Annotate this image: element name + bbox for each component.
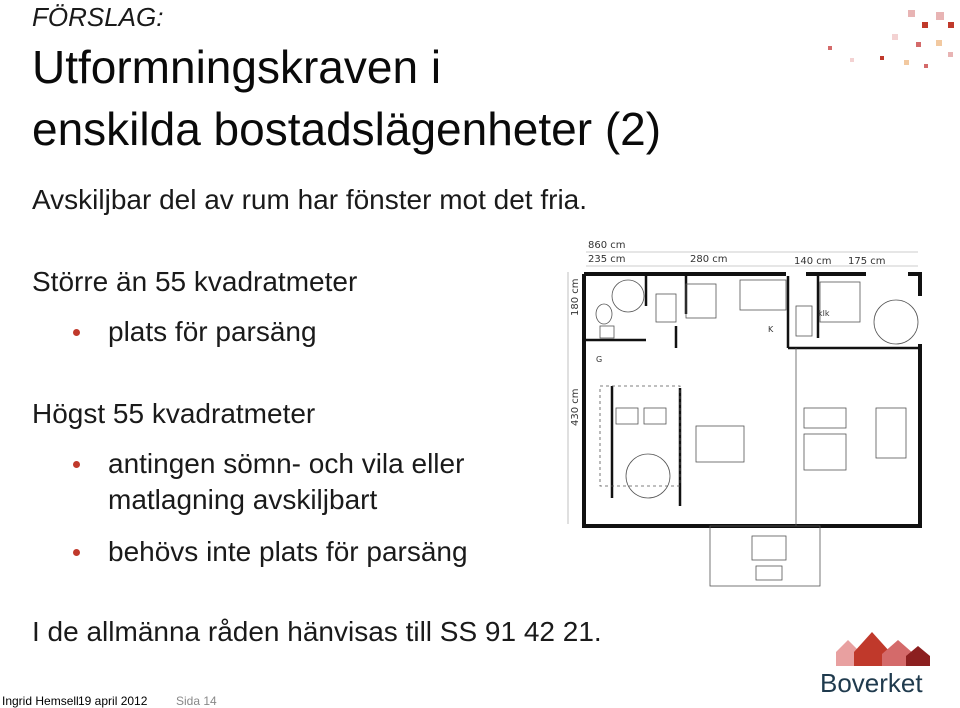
dim-c: 140 cm: [794, 256, 832, 267]
bullet-dot: [73, 461, 80, 468]
section2-bullet1-line2: matlagning avskiljbart: [108, 484, 378, 515]
label-klk: klk: [818, 309, 830, 318]
bullet-dot: [73, 329, 80, 336]
dim-d: 175 cm: [848, 256, 886, 267]
footer-date: 19 april 2012: [78, 694, 148, 708]
section2-heading: Högst 55 kvadratmeter: [32, 398, 316, 429]
section1-bullet: plats för parsäng: [108, 316, 317, 347]
title-line-2: enskilda bostadslägenheter (2): [32, 103, 662, 155]
bullet-dot: [73, 549, 80, 556]
label-k: K: [768, 325, 774, 334]
section1-heading: Större än 55 kvadratmeter: [32, 266, 358, 297]
section2-bullet2: behövs inte plats för parsäng: [108, 536, 468, 567]
decorative-squares: [820, 0, 960, 80]
dim-a: 235 cm: [588, 254, 626, 265]
logo-text: Boverket: [820, 668, 923, 698]
footer-page: Sida 14: [176, 694, 217, 708]
conclusion-text: I de allmänna råden hänvisas till SS 91 42 21.: [32, 616, 602, 647]
title-line-1: Utformningskraven i: [32, 41, 442, 93]
draft-label: FÖRSLAG:: [32, 2, 164, 32]
footer-author: Ingrid Hemsell: [2, 694, 79, 708]
boverket-logo: [818, 628, 942, 698]
label-g: G: [596, 355, 603, 364]
logo-roofs-icon: [836, 632, 930, 666]
intro-text: Avskiljbar del av rum har fönster mot det fria.: [32, 184, 588, 215]
dim-left-top: 180 cm: [570, 278, 581, 316]
section2-bullet1-line1: antingen sömn- och vila eller: [108, 448, 465, 479]
dim-left: 430 cm: [570, 388, 581, 426]
dim-b: 280 cm: [690, 254, 728, 265]
floorplan-drawing: [556, 236, 926, 592]
dim-total: 860 cm: [588, 240, 626, 251]
